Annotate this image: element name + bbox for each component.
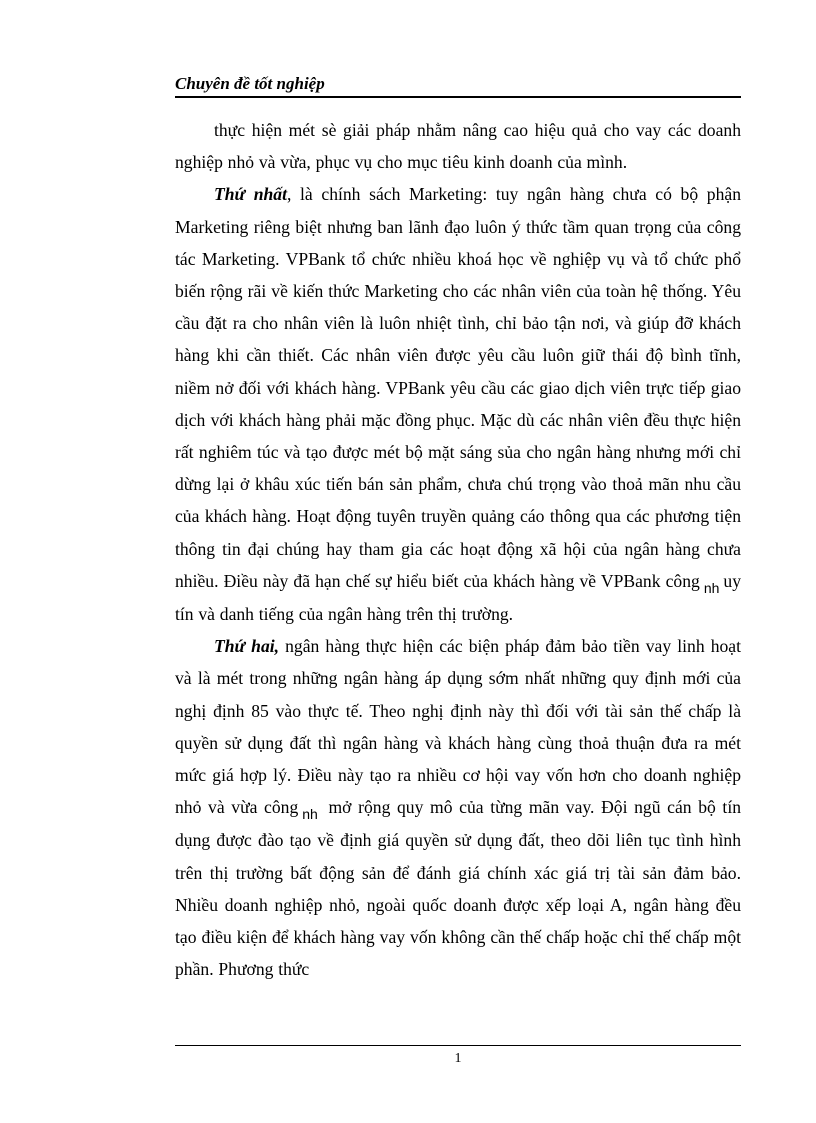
header-title: Chuyên đề tốt nghiệp: [175, 74, 325, 93]
paragraph-2-subscript-fragment: nh: [703, 579, 720, 596]
paragraph-1: [175, 114, 741, 178]
paragraph-1-text: thực hiện mét sè giải pháp nhằm nâng cao hiệu quả cho vay các doanh nghiệp nhỏ và vừa, phục vụ cho mục tiêu kinh doanh của mình.: [175, 120, 741, 173]
page-header: [175, 74, 741, 98]
document-body: [175, 114, 741, 985]
footer-divider: [175, 1045, 741, 1046]
paragraph-2-text-part2: uy tín và danh tiếng của ngân hàng trên thị trường.: [175, 570, 741, 625]
paragraph-3: [175, 630, 741, 985]
paragraph-3-text-part2: mở rộng quy mô của từng mãn vay. Đội ngũ cán bộ tín dụng được đào tạo về định giá quyền sử dụng đất, theo dõi liên tục tình hình trên thị trường bất động sản để đánh giá chính xác giá trị tài sản đảm bảo. Nhiều doanh nghiệp nhỏ, ngoài quốc doanh được xếp loại A, ngân hàng đều tạo điều kiện để khách hàng vay vốn không cần thế chấp hoặc chỉ thế chấp một phần. Phương thức: [175, 797, 742, 980]
paragraph-2-lead: Thứ nhất: [214, 184, 287, 205]
paragraph-2-text-part1: , là chính sách Marketing: tuy ngân hàng chưa có bộ phận Marketing riêng biệt nhưng ban lãnh đạo luôn ý thức tầm quan trọng của công tác Marketing. VPBank tổ chức nhiều khoá học về nghiệp vụ và tổ chức phổ biến rộng rãi về kiến thức Marketing cho các nhân viên của toàn hệ thống. Yêu cầu đặt ra cho nhân viên là luôn nhiệt tình, chỉ bảo tận nơi, và giúp đỡ khách hàng khi cần thiết. Các nhân viên được yêu cầu luôn giữ thái độ bình tĩnh, niềm nở đối với khách hàng. VPBank yêu cầu các giao dịch viên trực tiếp giao dịch với khách hàng phải mặc đồng phục. Mặc dù các nhân viên đều thực hiện rất nghiêm túc và tạo được mét bộ mặt sáng sủa cho ngân hàng nhưng mới chỉ dừng lại ở khâu xúc tiến bán sản phẩm, chưa chú trọng vào thoả mãn nhu cầu của khách hàng. Hoạt động tuyên truyền quảng cáo thông qua các phương tiện thông tin đại chúng hay tham gia các hoạt động xã hội của ngân hàng chưa nhiều. Điều này đã hạn chế sự hiểu biết của khách hàng về VPBank công: [175, 184, 741, 591]
paragraph-3-lead: Thứ hai,: [214, 636, 280, 657]
page-number: 1: [454, 1051, 462, 1066]
paragraph-3-text-part1: ngân hàng thực hiện các biện pháp đảm bảo tiền vay linh hoạt và là mét trong những ngân hàng áp dụng sớm nhất những quy định mới của nghị định 85 vào thực tế. Theo nghị định này thì đối với tài sản thế chấp là quyền sử dụng đất thì ngân hàng và khách hàng cùng thoả thuận đưa ra mét mức giá hợp lý. Điều này tạo ra nhiều cơ hội vay vốn hơn cho doanh nghiệp nhỏ và vừa công: [175, 636, 742, 818]
paragraph-2: [175, 178, 741, 630]
paragraph-3-subscript-fragment: nh: [302, 806, 318, 823]
